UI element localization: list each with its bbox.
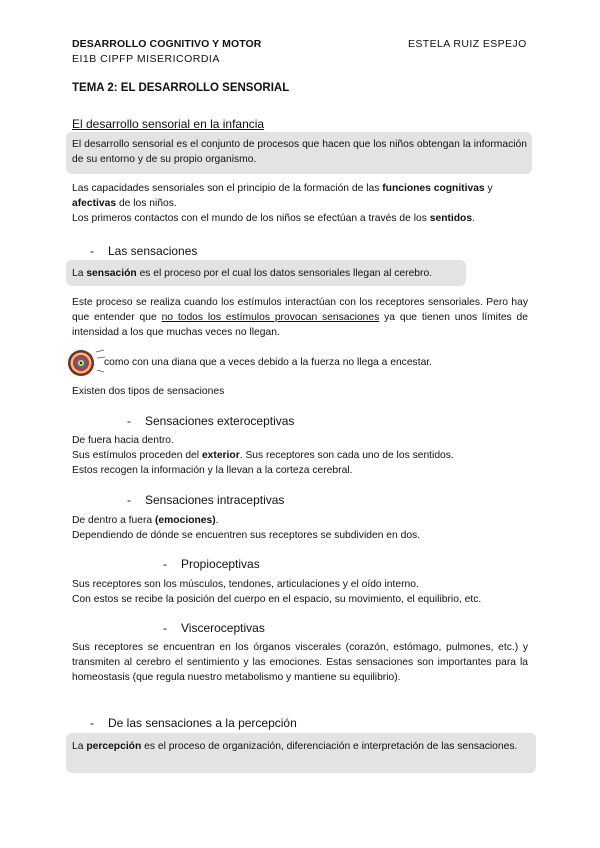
text-run: Este proceso se realiza cuando los estímulos interactúan con los receptores sensoriales. Pero hay que entender que [72,297,528,323]
subsection-heading-intraceptive: Sensaciones intraceptivas [145,493,285,507]
underlined-stimuli: no todos los estímulos provocan sensaciones [161,312,380,323]
proprioceptive-line1: Sus receptores son los músculos, tendones, articulaciones y el oído interno. [72,579,419,590]
section-heading-development: El desarrollo sensorial en la infancia [72,117,265,131]
definition-text-perception [72,739,528,754]
emphasis-sensation: sensación [86,268,137,279]
text-run: De dentro a fuera [72,515,155,526]
emphasis-cognitive: funciones cognitivas [382,183,485,194]
text-run: La [72,741,87,752]
header-author: ESTELA RUIZ ESPEJO [408,38,527,50]
bullet-dash: - [127,493,131,507]
text-run: . Sus receptores son cada uno de los sentidos. [239,450,454,461]
emphasis-senses: sentidos [429,213,473,224]
section-heading-perception: De las sensaciones a la percepción [108,716,297,730]
subsection-heading-proprioceptive: Propioceptivas [181,557,260,571]
types-intro: Existen dos tipos de sensaciones [72,386,225,397]
intraceptive-line1 [72,513,219,528]
header-group: EI1B CIPFP MISERICORDIA [72,53,220,65]
text-run: . [215,515,219,526]
dartboard-target-icon [66,346,106,380]
emphasis-perception: percepción [86,741,142,752]
text-run: Los primeros contactos con el mundo de los niños se efectúan a través de los [72,213,430,224]
emphasis-emotions: (emociones) [155,515,216,526]
bullet-dash: - [90,244,94,258]
definition-text-development: El desarrollo sensorial es el conjunto de procesos que hacen que los niños obtengan la información de su entorno y de su propio organismo. [72,139,527,165]
text-run: de los niños. [116,198,177,209]
page-title: TEMA 2: EL DESARROLLO SENSORIAL [72,82,290,94]
bullet-dash: - [163,621,167,635]
emphasis-affective: afectivas [72,198,117,209]
paragraph-process [72,295,528,340]
text-run: es el proceso por el cual los datos sensoriales llegan al cerebro. [136,268,433,279]
text-run: Sus estímulos proceden del [72,450,202,461]
exteroceptive-line1: De fuera hacia dentro. [72,435,174,446]
paragraph-capabilities [72,181,532,211]
text-run: es el proceso de organización, diferenciación e interpretación de las sensaciones. [141,741,518,752]
section-heading-sensations: Las sensaciones [108,244,198,258]
intraceptive-line2: Dependiendo de dónde se encuentren sus receptores se subdividen en dos. [72,530,421,541]
target-analogy-text: como con una diana que a veces debido a la fuerza no llega a encestar. [104,357,433,368]
visceroceptive-text: Sus receptores se encuentran en los órganos viscerales (corazón, estómago, pulmones, etc.) y transmiten al cerebro el sentimiento y las emociones. Estas sensaciones son importantes para la homeostasis (que regula nuestro metabolismo y mantiene su equilibrio). [72,642,528,683]
header-subject: DESARROLLO COGNITIVO Y MOTOR [72,38,262,50]
text-run: ya que tienen unos límites de intensidad a los que muchas veces no llegan. [72,312,529,338]
definition-text-sensation [72,266,432,281]
text-run: Las capacidades sensoriales son el principio de la formación de las [72,183,383,194]
text-run: La [72,268,87,279]
emphasis-exterior: exterior [201,450,240,461]
subsection-heading-visceroceptive: Visceroceptivas [181,621,265,635]
bullet-dash: - [127,414,131,428]
exteroceptive-line3: Estos recogen la información y la llevan a la corteza cerebral. [72,465,353,476]
exteroceptive-line2 [72,448,454,463]
bullet-dash: - [163,557,167,571]
proprioceptive-line2: Con estos se recibe la posición del cuerpo en el espacio, su movimiento, el equilibrio, etc. [72,594,482,605]
text-run: y [484,183,493,194]
paragraph-first-contacts [72,211,542,226]
text-run: . [472,213,475,224]
bullet-dash: - [90,716,94,730]
subsection-heading-exteroceptive: Sensaciones exteroceptivas [145,414,295,428]
